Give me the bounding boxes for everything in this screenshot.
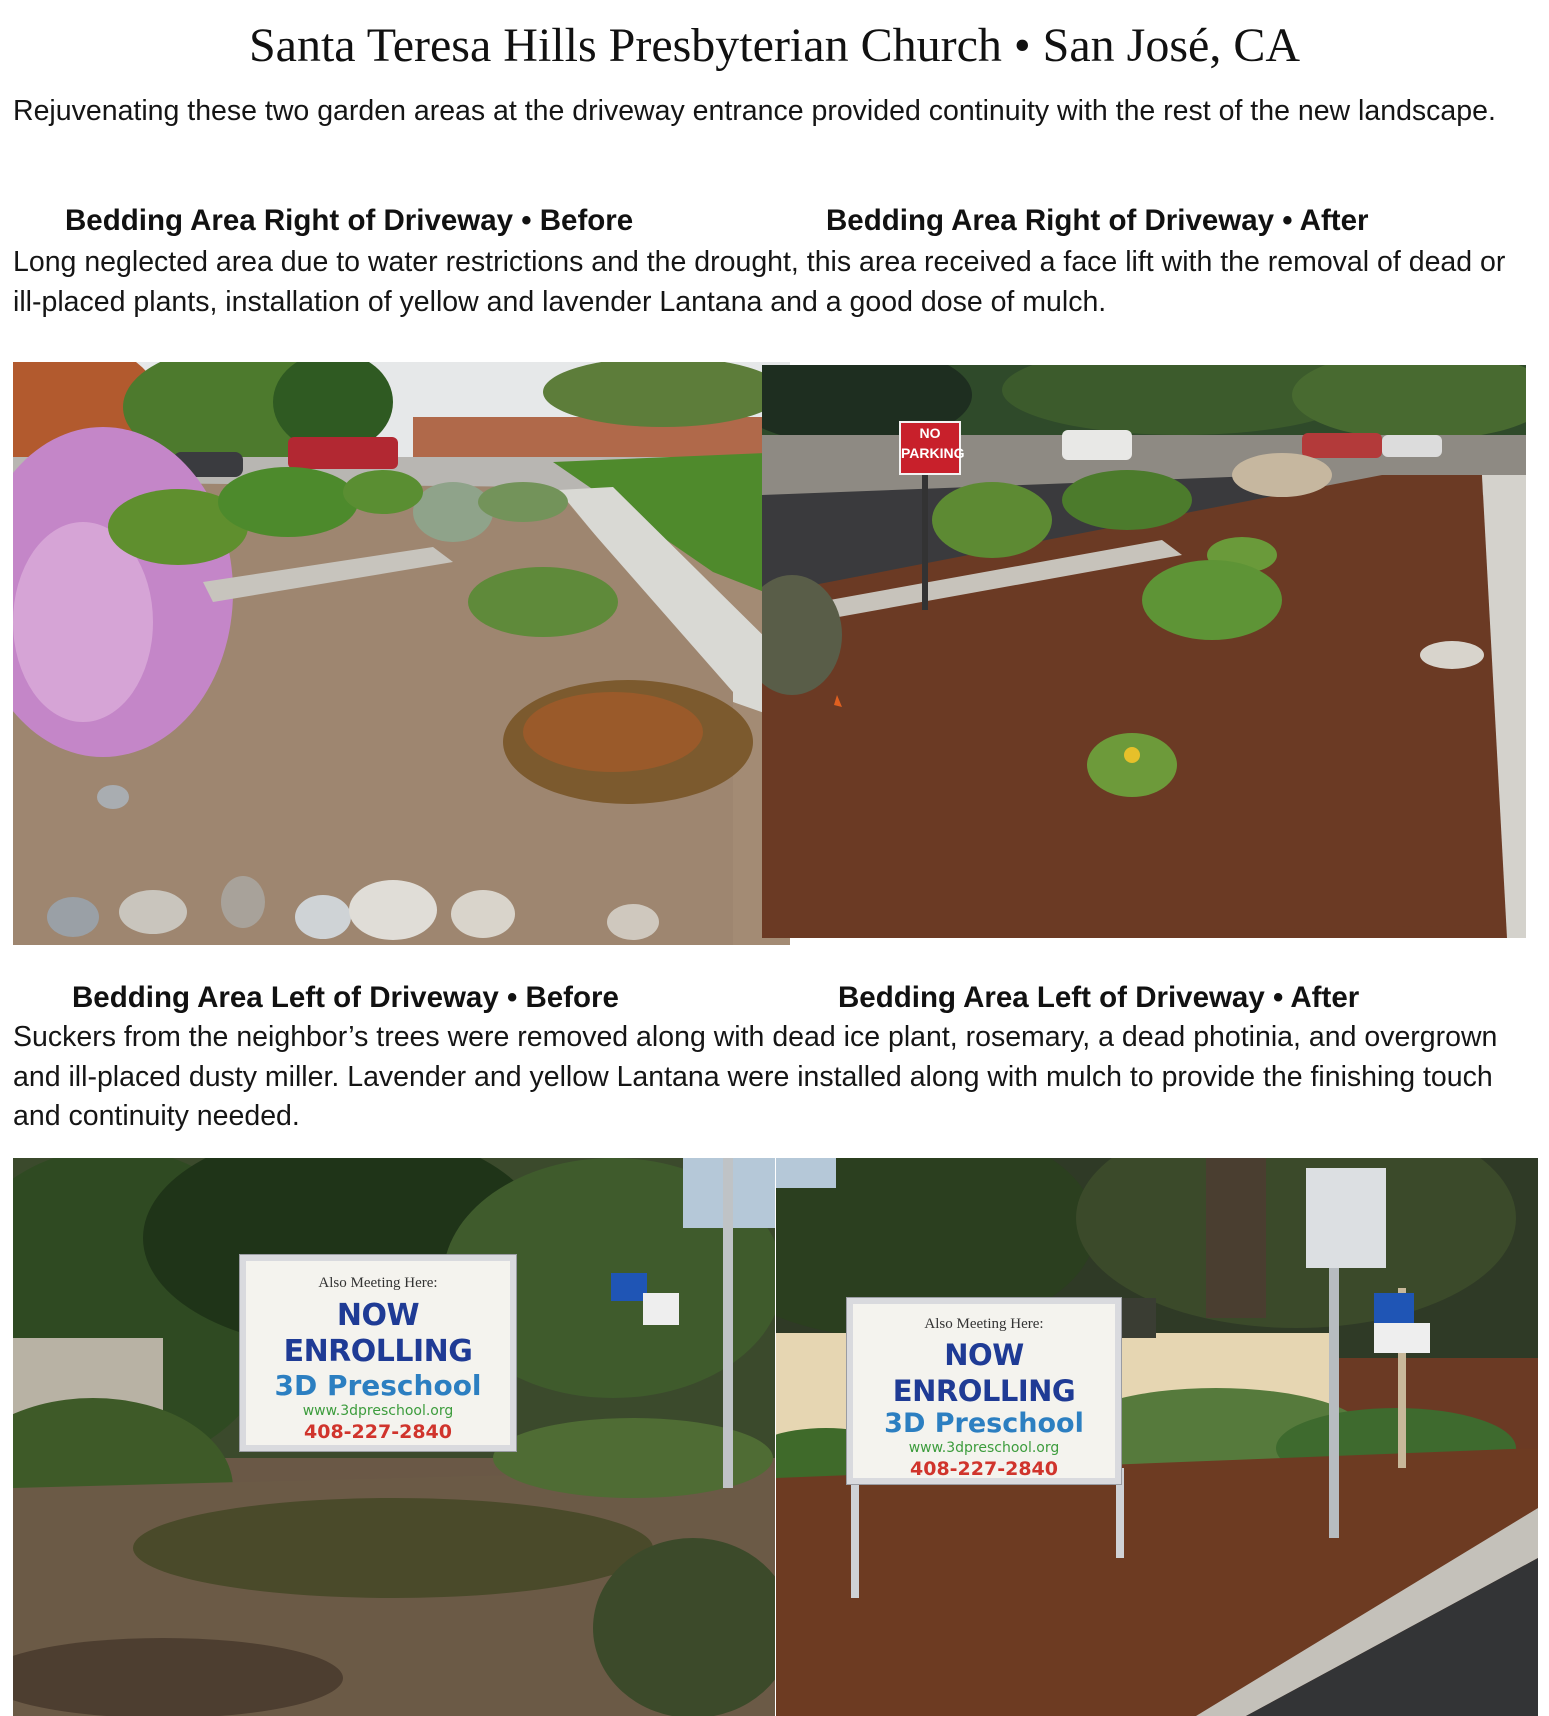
banner-phone: 408-227-2840 <box>304 1421 452 1443</box>
page-title: Santa Teresa Hills Presbyterian Church • San José, CA <box>248 19 1301 72</box>
banner-phone: 408-227-2840 <box>910 1458 1058 1480</box>
photo-left-before <box>13 1158 775 1716</box>
photo-right-after <box>762 365 1526 938</box>
no-parking-sign-text: NO PARKING <box>901 425 965 461</box>
photo-left-after <box>776 1158 1538 1716</box>
photo-right-before <box>13 362 790 945</box>
banner-school: 3D Preschool <box>884 1408 1084 1439</box>
no-parking-sign <box>899 421 965 475</box>
caption-left-before: Bedding Area Left of Driveway • Before <box>72 981 619 1014</box>
caption-right-before: Bedding Area Right of Driveway • Before <box>65 204 634 237</box>
banner-top-text: Also Meeting Here: <box>318 1275 438 1291</box>
banner-headline: NOW ENROLLING <box>892 1338 1076 1408</box>
right-area-description: Long neglected area due to water restrictions and the drought, this area received a face lift with the removal of dead or ill-placed plants, installation of yellow and lavender Lantana and a good dose of mulch. <box>13 246 1506 318</box>
banner-url: www.3dpreschool.org <box>908 1440 1060 1456</box>
preschool-banner-after <box>847 1298 1121 1484</box>
caption-left-after: Bedding Area Left of Driveway • After <box>838 981 1360 1014</box>
banner-top-text: Also Meeting Here: <box>924 1316 1044 1332</box>
intro-paragraph: Rejuvenating these two garden areas at the driveway entrance provided continuity with the rest of the new landscape. <box>13 95 1496 127</box>
preschool-banner-before <box>240 1255 516 1451</box>
caption-right-after: Bedding Area Right of Driveway • After <box>826 204 1369 237</box>
banner-school: 3D Preschool <box>274 1369 482 1402</box>
left-area-description: Suckers from the neighbor’s trees were removed along with dead ice plant, rosemary, a dead photinia, and overgrown and ill-placed dusty miller. Lavender and yellow Lantana were installed along with mulch to provide the finishing touch and continuity needed. <box>13 1021 1498 1132</box>
photo-right-after-scene <box>762 365 1526 938</box>
banner-url: www.3dpreschool.org <box>302 1403 454 1419</box>
photo-right-before-scene <box>13 362 790 945</box>
banner-headline: NOW ENROLLING <box>283 1298 473 1369</box>
